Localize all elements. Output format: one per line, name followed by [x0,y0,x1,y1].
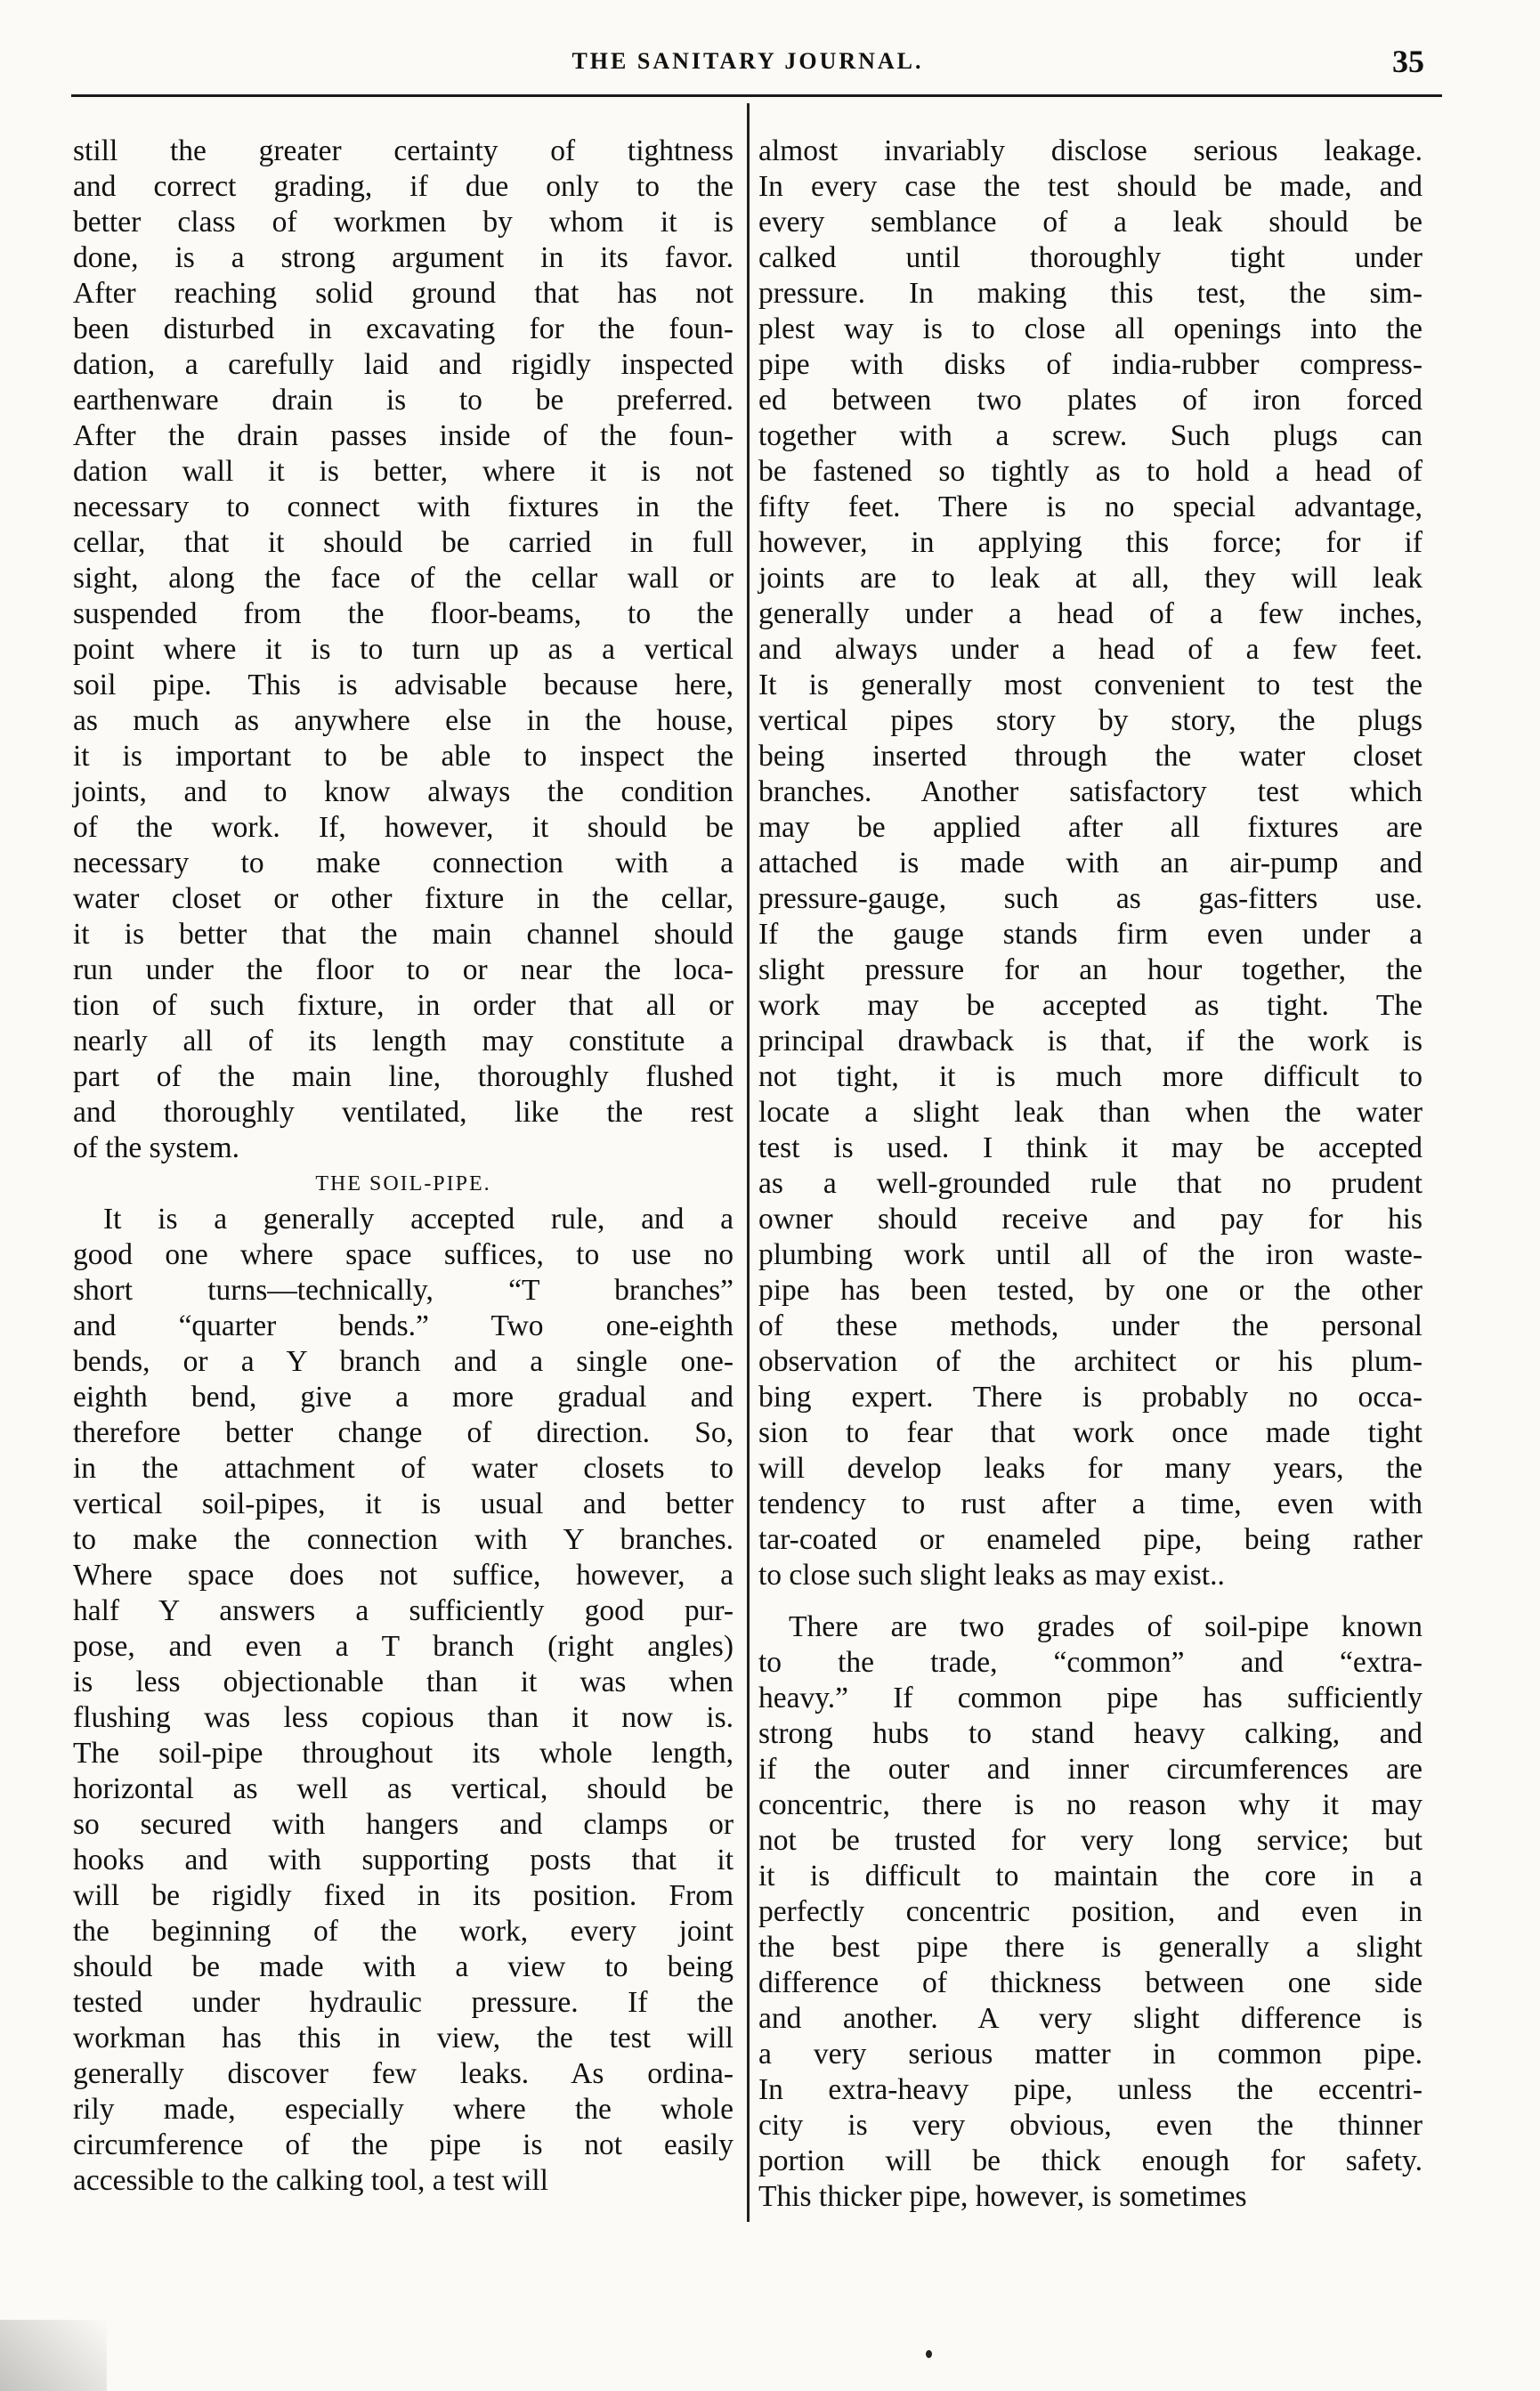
text-line: vertical pipes story by story, the plugs [758,704,1422,737]
text-line: still the greater certainty of tightness [73,134,734,167]
text-line: dation, a carefully laid and rigidly inspected [73,348,734,381]
text-line: pipe has been tested, by one or the other [758,1274,1422,1307]
text-line: city is very obvious, even the thinner [758,2109,1422,2142]
text-line: however, in applying this force; for if [758,526,1422,559]
text-line: to the trade, “common” and “extra- [758,1646,1422,1679]
text-line: accessible to the calking tool, a test will [73,2164,548,2197]
right-column [758,134,1422,2215]
text-line: circumference of the pipe is not easily [73,2128,734,2161]
text-line: part of the main line, thoroughly flushed [73,1060,734,1093]
text-line: not be trusted for very long service; but [758,1824,1422,1857]
text-line: may be applied after all fixtures are [758,811,1422,844]
right-paragraph-testing [758,134,1422,1593]
text-line: and thoroughly ventilated, like the rest [73,1096,734,1129]
text-line: perfectly concentric position, and even in [758,1895,1422,1928]
text-line: heavy.” If common pipe has sufficiently [758,1682,1422,1714]
running-title: THE SANITARY JOURNAL. [571,48,924,74]
text-line: being inserted through the water closet [758,740,1422,773]
text-line: run under the floor to or near the loca- [73,953,734,986]
text-line: It is a generally accepted rule, and a [103,1203,734,1236]
text-line: owner should receive and pay for his [758,1203,1422,1236]
text-line: done, is a strong argument in its favor. [73,241,734,274]
text-line: and always under a head of a few feet. [758,633,1422,666]
text-line: generally discover few leaks. As ordina- [73,2057,734,2090]
text-line: ed between two plates of iron forced [758,384,1422,417]
text-line: it is important to be able to inspect the [73,740,734,773]
text-line: should be made with a view to being [73,1950,734,1983]
text-line: almost invariably disclose serious leakage. [758,134,1422,167]
text-line: therefore better change of direction. So, [73,1416,734,1449]
left-paragraph-soil-pipe [73,1202,734,2199]
text-line: calked until thoroughly tight under [758,241,1422,274]
right-paragraph-grades [758,1609,1422,2215]
text-line: rily made, especially where the whole [73,2093,734,2126]
text-line: every semblance of a leak should be [758,206,1422,239]
text-line: plest way is to close all openings into the [758,312,1422,345]
text-line: together with a screw. Such plugs can [758,419,1422,452]
text-line: necessary to make connection with a [73,847,734,879]
text-line: the best pipe there is generally a slight [758,1931,1422,1964]
text-line: dation wall it is better, where it is not [73,455,734,488]
text-line: workman has this in view, the test will [73,2022,734,2055]
text-line: horizontal as well as vertical, should be [73,1772,734,1805]
text-line: good one where space suffices, to use no [73,1238,734,1271]
text-line: The soil-pipe throughout its whole length, [73,1737,734,1770]
text-line: plumbing work until all of the iron waste- [758,1238,1422,1271]
text-line: tion of such fixture, in order that all or [73,989,734,1022]
text-line: In every case the test should be made, and [758,170,1422,203]
text-line: vertical soil-pipes, it is usual and better [73,1487,734,1520]
text-line: better class of workmen by whom it is [73,206,734,239]
text-line: suspended from the floor-beams, to the [73,597,734,630]
text-line: tendency to rust after a time, even with [758,1487,1422,1520]
text-line: if the outer and inner circumferences are [758,1753,1422,1786]
text-line: After reaching solid ground that has not [73,277,734,310]
section-heading-soil-pipe: THE SOIL-PIPE. [315,1172,491,1196]
text-line: branches. Another satisfactory test which [758,775,1422,808]
text-line: water closet or other fixture in the cellar, [73,882,734,915]
column-divider [747,103,750,2222]
text-line: and correct grading, if due only to the [73,170,734,203]
text-line: pressure. In making this test, the sim- [758,277,1422,310]
text-line: bends, or a Y branch and a single one- [73,1345,734,1378]
text-line: pressure-gauge, such as gas-fitters use. [758,882,1422,915]
text-line: joints are to leak at all, they will leak [758,562,1422,595]
text-line: is less objectionable than it was when [73,1666,734,1698]
text-line: of the system. [73,1131,240,1164]
text-line: pose, and even a T branch (right angles) [73,1630,734,1663]
text-line: pipe with disks of india-rubber compress- [758,348,1422,381]
text-line: slight pressure for an hour together, the [758,953,1422,986]
text-line: Where space does not suffice, however, a [73,1559,734,1592]
text-line: tar-coated or enameled pipe, being rather [758,1523,1422,1556]
text-line: If the gauge stands firm even under a [758,918,1422,951]
text-line: as a well-grounded rule that no prudent [758,1167,1422,1200]
text-line: of the work. If, however, it should be [73,811,734,844]
text-line: it is better that the main channel should [73,918,734,951]
text-line: sion to fear that work once made tight [758,1416,1422,1449]
text-line: half Y answers a sufficiently good pur- [73,1594,734,1627]
text-line: observation of the architect or his plum- [758,1345,1422,1378]
text-line: to close such slight leaks as may exist.. [758,1559,1225,1592]
text-line: generally under a head of a few inches, [758,597,1422,630]
text-line: a very serious matter in common pipe. [758,2038,1422,2071]
text-line: fifty feet. There is no special advantage, [758,490,1422,523]
text-line: will be rigidly fixed in its position. From [73,1879,734,1912]
text-line: After the drain passes inside of the foun- [73,419,734,452]
text-line: it is difficult to maintain the core in a [758,1860,1422,1893]
text-line: joints, and to know always the condition [73,775,734,808]
text-line: soil pipe. This is advisable because here, [73,669,734,701]
text-line: test is used. I think it may be accepted [758,1131,1422,1164]
text-line: It is generally most convenient to test the [758,669,1422,701]
header-rule [71,94,1442,97]
text-line: point where it is to turn up as a vertical [73,633,734,666]
text-line: work may be accepted as tight. The [758,989,1422,1022]
text-line: difference of thickness between one side [758,1966,1422,1999]
ink-speck [926,2350,932,2358]
text-line: tested under hydraulic pressure. If the [73,1986,734,2019]
text-line: eighth bend, give a more gradual and [73,1381,734,1414]
text-line: necessary to connect with fixtures in the [73,490,734,523]
text-line: so secured with hangers and clamps or [73,1808,734,1841]
text-line: concentric, there is no reason why it may [758,1788,1422,1821]
text-line: In extra-heavy pipe, unless the eccentri- [758,2073,1422,2106]
text-line: attached is made with an air-pump and [758,847,1422,879]
running-head [71,43,1424,96]
text-line: short turns—technically, “T branches” [73,1274,734,1307]
page-number: 35 [1392,44,1424,79]
text-line: sight, along the face of the cellar wall or [73,562,734,595]
text-line: and “quarter bends.” Two one-eighth [73,1309,734,1342]
text-line: the beginning of the work, every joint [73,1915,734,1948]
left-paragraph-drain [73,134,734,1166]
text-line: strong hubs to stand heavy calking, and [758,1717,1422,1750]
text-line: will develop leaks for many years, the [758,1452,1422,1485]
text-line: portion will be thick enough for safety. [758,2144,1422,2177]
text-line: principal drawback is that, if the work is [758,1025,1422,1058]
text-line: locate a slight leak than when the water [758,1096,1422,1129]
text-line: as much as anywhere else in the house, [73,704,734,737]
text-line: to make the connection with Y branches. [73,1523,734,1556]
text-line: cellar, that it should be carried in full [73,526,734,559]
text-line: hooks and with supporting posts that it [73,1844,734,1876]
text-line: been disturbed in excavating for the foun- [73,312,734,345]
text-line: There are two grades of soil-pipe known [789,1610,1422,1643]
text-line: of these methods, under the personal [758,1309,1422,1342]
page-edge-shadow [0,2320,107,2391]
text-line: in the attachment of water closets to [73,1452,734,1485]
text-line: earthenware drain is to be preferred. [73,384,734,417]
text-line: nearly all of its length may constitute a [73,1025,734,1058]
text-line: be fastened so tightly as to hold a head of [758,455,1422,488]
text-line: not tight, it is much more difficult to [758,1060,1422,1093]
text-line: and another. A very slight difference is [758,2002,1422,2035]
text-line: bing expert. There is probably no occa- [758,1381,1422,1414]
text-line: This thicker pipe, however, is sometimes [758,2180,1247,2213]
left-column [73,134,734,2199]
text-line: flushing was less copious than it now is. [73,1701,734,1734]
